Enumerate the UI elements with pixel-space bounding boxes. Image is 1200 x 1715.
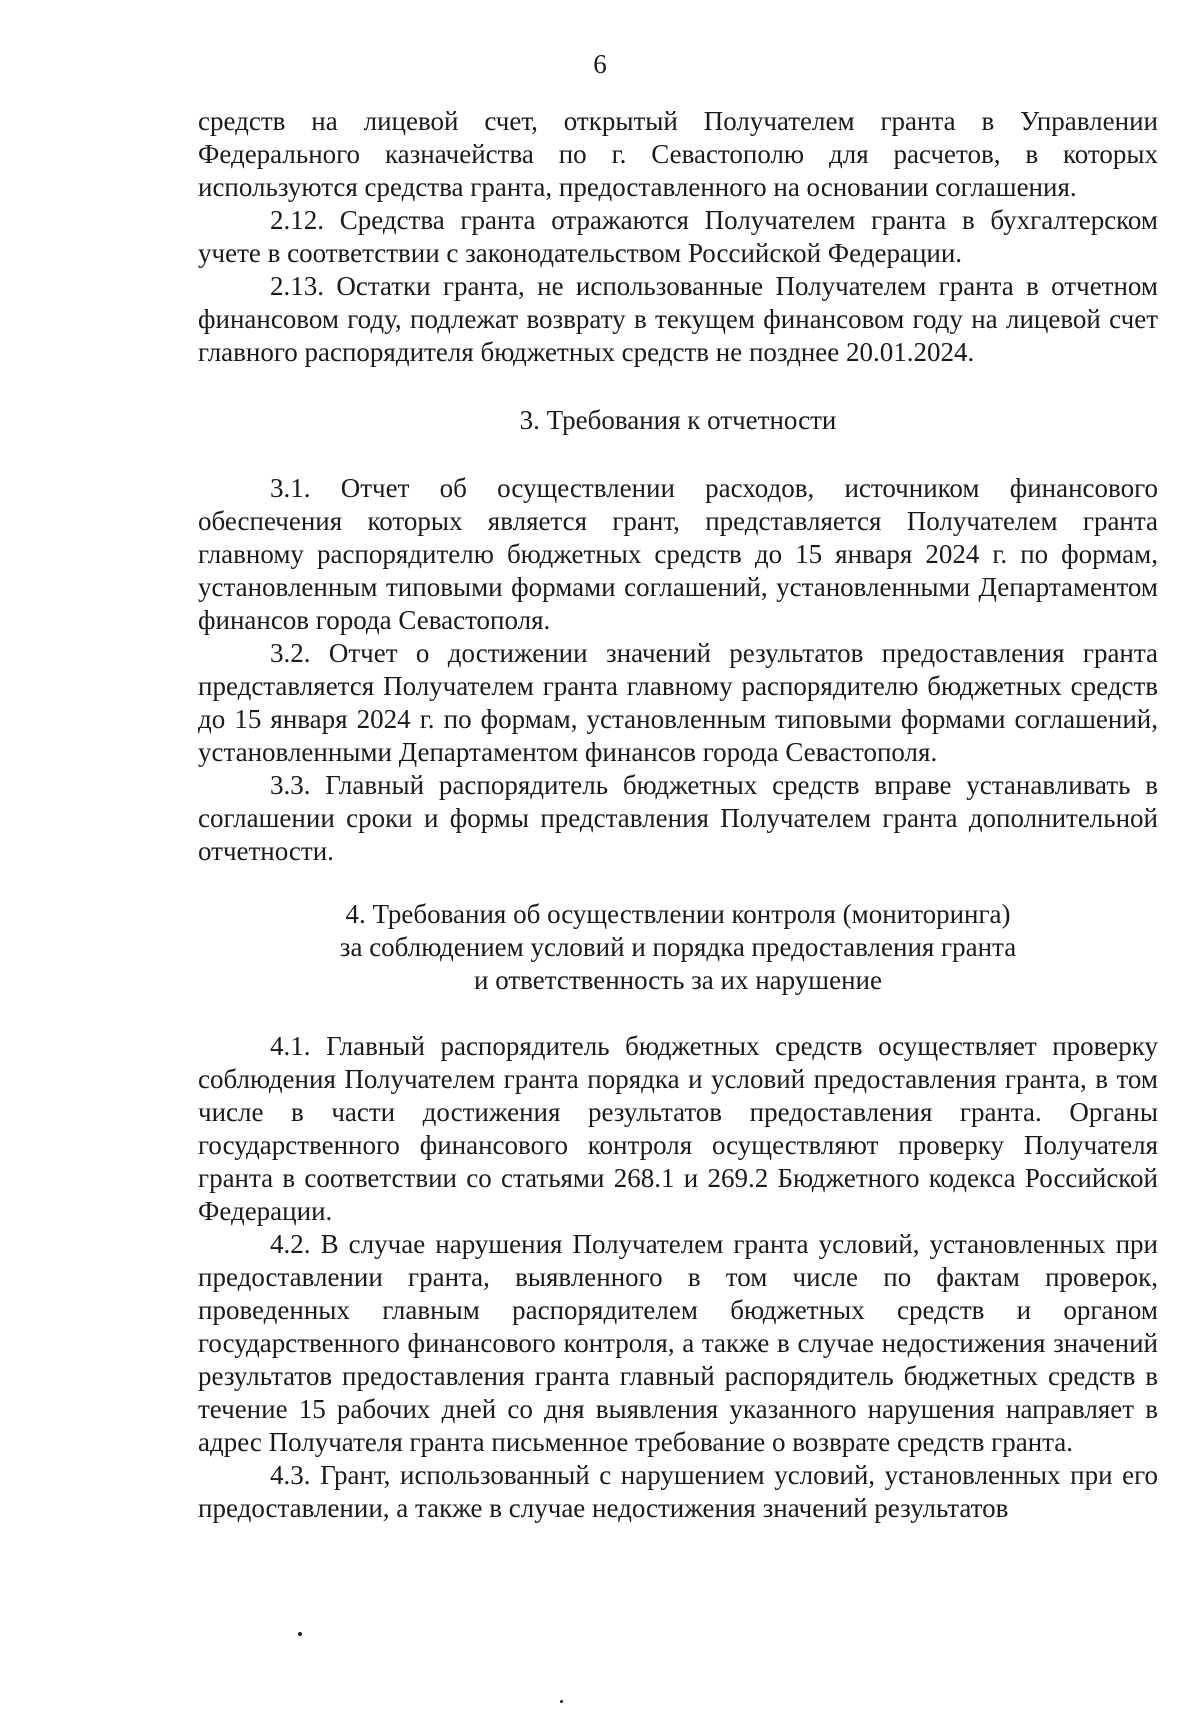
scan-dot-mark [298,1632,302,1636]
page-number: 6 [593,49,607,79]
section-4-heading-line-3: и ответственность за их нарушение [474,965,882,995]
section-4-heading [198,898,1158,997]
paragraph-3-3: 3.3. Главный распорядитель бюджетных средств вправе устанавливать в соглашении сроки и формы представления Получателем гранта дополнительной отчетности. [198,770,1158,866]
section-4-heading-line-2: за соблюдением условий и порядка предоставления гранта [339,932,1017,962]
paragraph-2-12: 2.12. Средства гранта отражаются Получателем гранта в бухгалтерском учете в соответствии с законодательством Российской Федерации. [198,205,1158,268]
paragraph-3-2: 3.2. Отчет о достижении значений результатов предоставления гранта представляется Получателем гранта главному распорядителю бюджетных средств до 15 января 2024 г. по формам, установленным типовыми формами соглашений, установленными Департаментом финансов города Севастополя. [198,638,1158,767]
paragraph-4-2: 4.2. В случае нарушения Получателем гранта условий, установленных при предоставлении гранта, выявленного в том числе по фактам проверок, проведенных главным распорядителем бюджетных средств и органом государственного финансового контроля, а также в случае недостижения значений результатов предоставления гранта главный распорядитель бюджетных средств в течение 15 рабочих дней со дня выявления указанного нарушения направляет в адрес Получателя гранта письменное требование о возврате средств гранта. [198,1229,1158,1457]
paragraph-2-11-continuation: средств на лицевой счет, открытый Получателем гранта в Управлении Федерального казначейства по г. Севастополю для расчетов, в которых используются средства гранта, предоставленного на основании соглашения. [198,106,1158,202]
paragraph-4-3: 4.3. Грант, использованный с нарушением условий, установленных при его предоставлении, а также в случае недостижения значений результатов [198,1460,1158,1523]
paragraph-2-13: 2.13. Остатки гранта, не использованные Получателем гранта в отчетном финансовом году, подлежат возврату в текущем финансовом году на лицевой счет главного распорядителя бюджетных средств не позднее 20.01.2024. [198,271,1158,367]
section-4-heading-line-1: 4. Требования об осуществлении контроля (мониторинга) [345,899,1011,929]
section-3-heading: 3. Требования к отчетности [519,405,837,435]
paragraph-4-1: 4.1. Главный распорядитель бюджетных средств осуществляет проверку соблюдения Получателем гранта порядка и условий предоставления гранта, в том числе в части достижения результатов предоставления гранта. Органы государственного финансового контроля осуществляют проверку Получателя гранта в соответствии со статьями 268.1 и 269.2 Бюджетного кодекса Российской Федерации. [198,1031,1158,1226]
scan-dot-mark [560,1700,563,1703]
document-body [198,105,1158,1525]
paragraph-3-1: 3.1. Отчет об осуществлении расходов, источником финансового обеспечения которых является грант, представляется Получателем гранта главному распорядителю бюджетных средств до 15 января 2024 г. по формам, установленным типовыми формами соглашений, установленными Департаментом финансов города Севастополя. [198,473,1158,635]
